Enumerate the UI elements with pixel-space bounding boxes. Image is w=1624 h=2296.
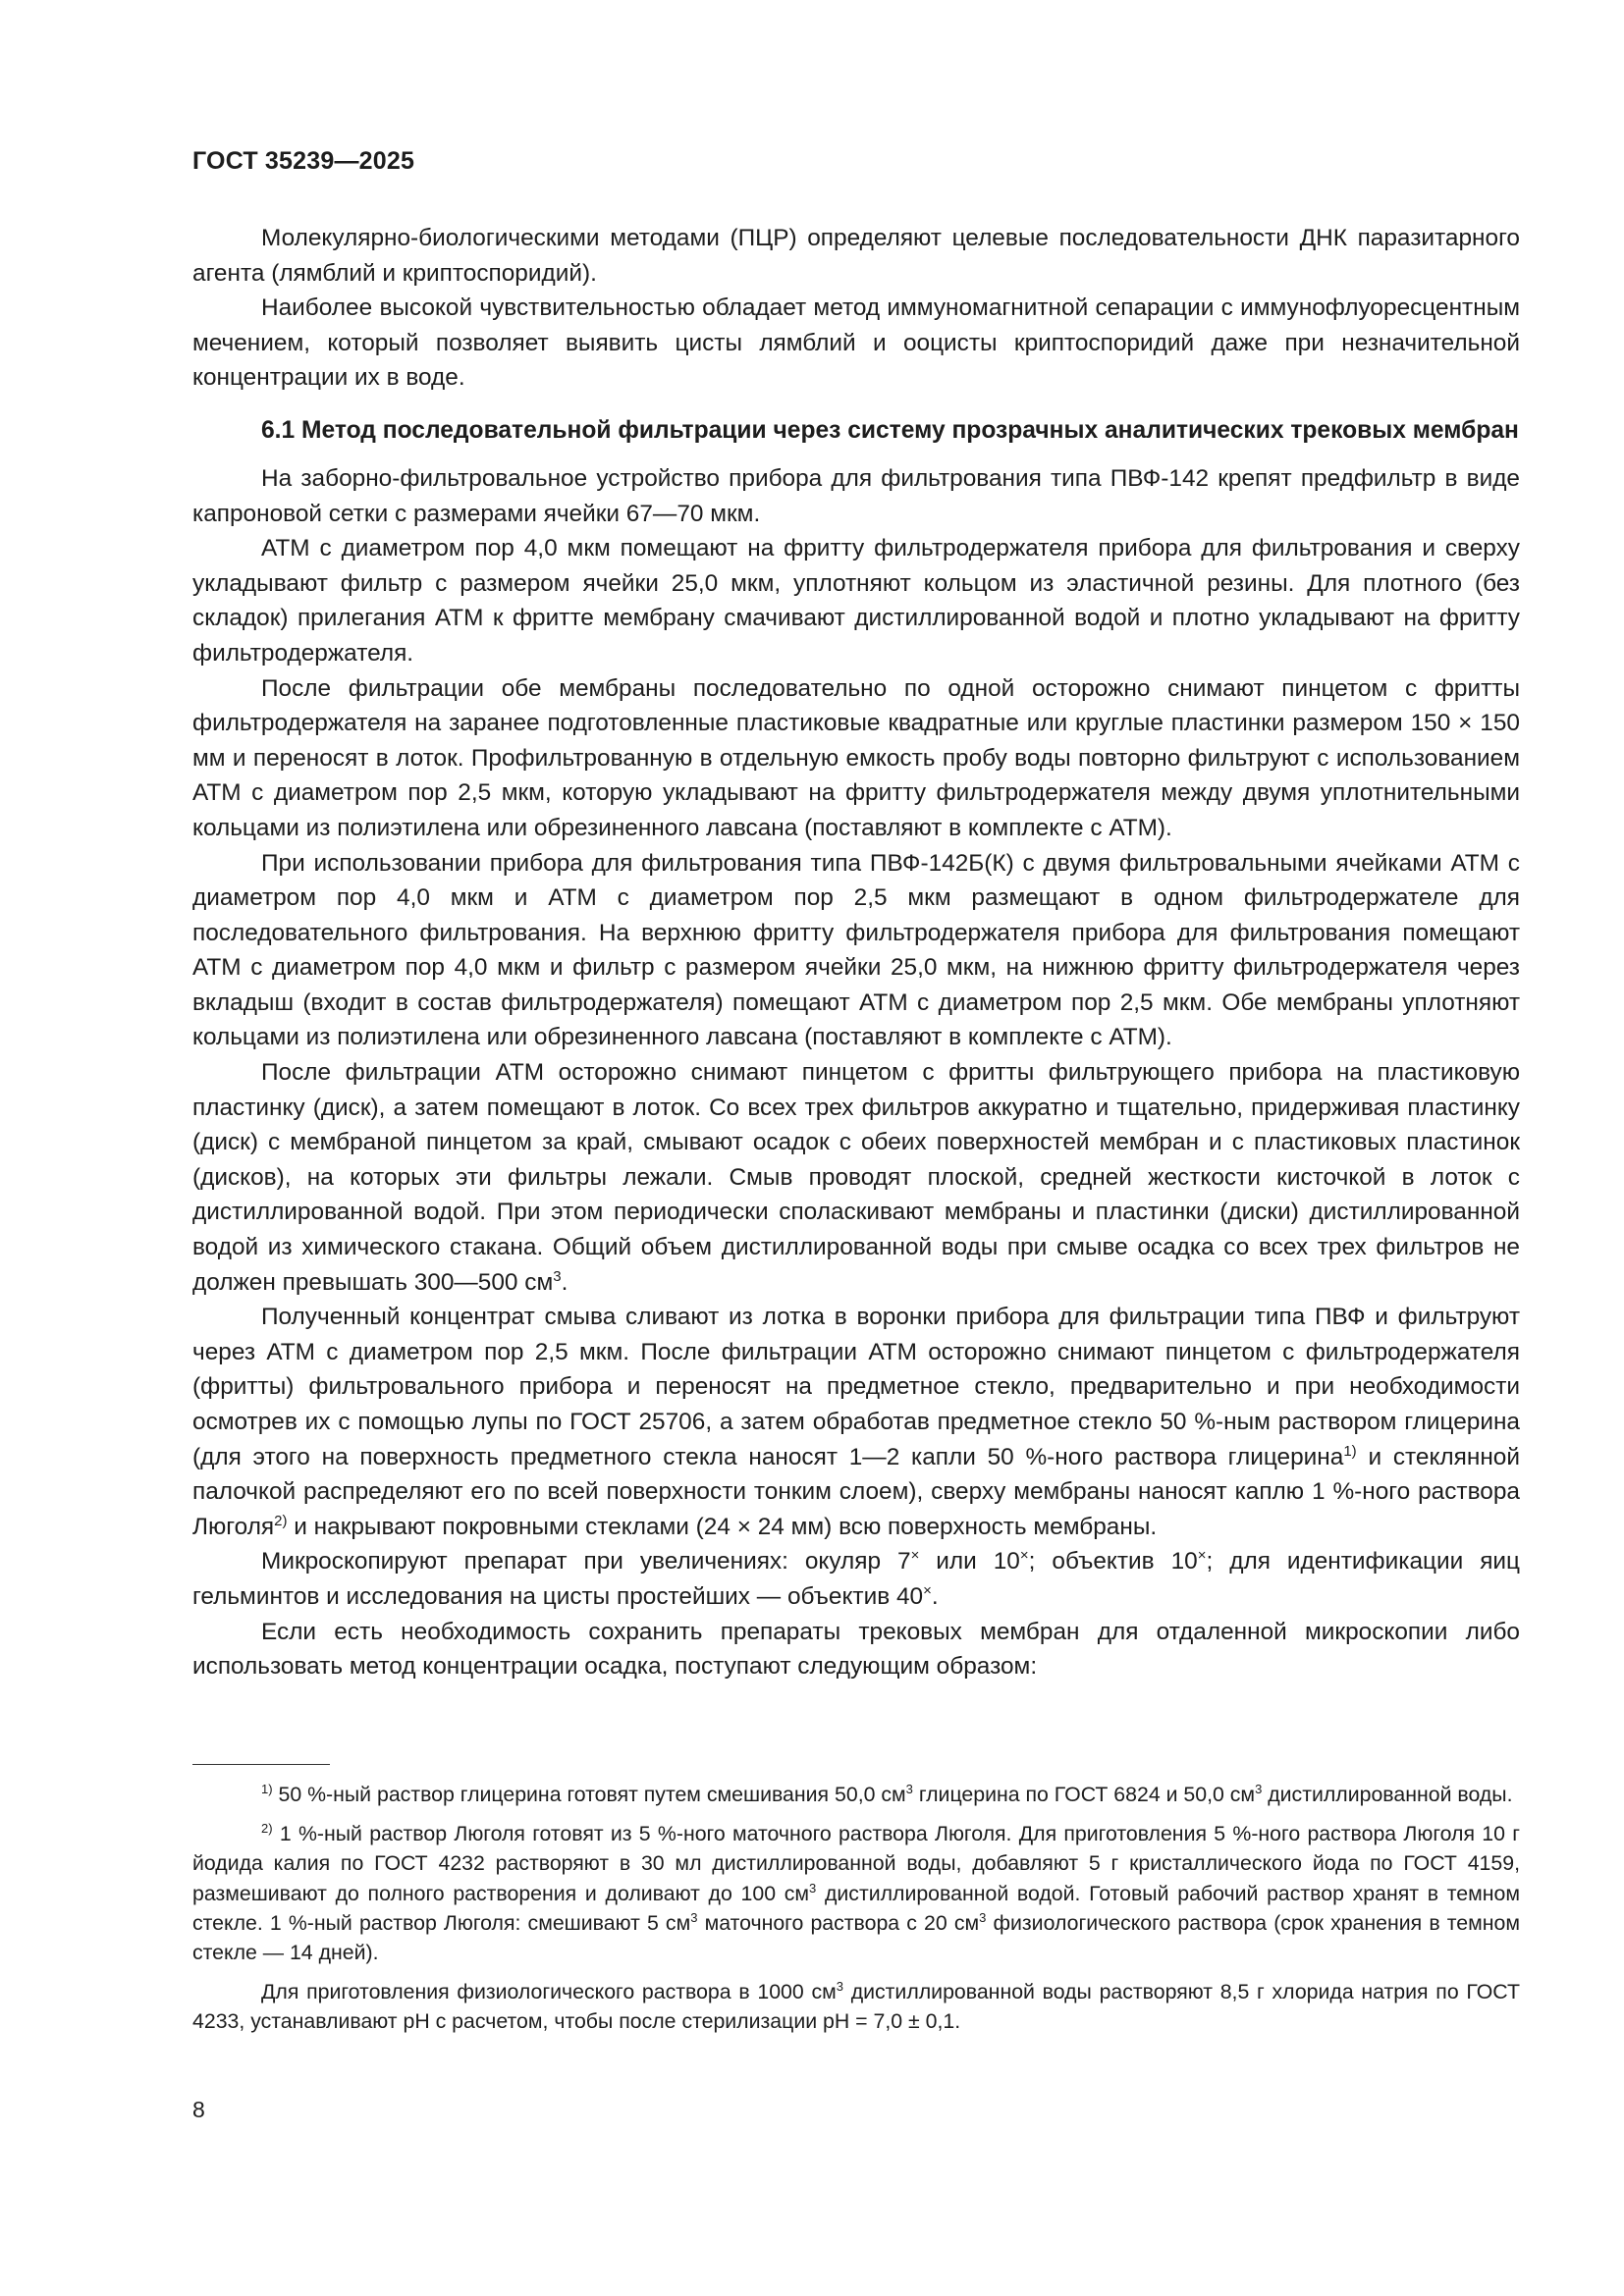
- text-run: и стеклянной палочкой распределяют его по всей поверхности тонким слоем), сверху мембраны наносят каплю 1 %-ного раствора Люголя: [192, 1443, 1520, 1540]
- superscript: 3: [905, 1782, 913, 1796]
- text-run: физиологического раствора (срок хранения в темном стекле — 14 дней).: [192, 1910, 1520, 1965]
- text-run: и накрывают покровными стеклами (24 × 24 мм) всю поверхность мембраны.: [287, 1513, 1158, 1540]
- footnote: [192, 1780, 1520, 1809]
- footnote: [192, 1977, 1520, 2036]
- footnotes: [192, 1780, 1520, 2047]
- paragraph: [192, 1055, 1520, 1300]
- text-run: Для приготовления физиологического раствора в 1000 см: [261, 1980, 837, 2004]
- superscript: 3: [809, 1880, 817, 1896]
- text-run: ; объектив 10: [1028, 1548, 1198, 1575]
- footnote-mark: 1): [261, 1782, 273, 1796]
- footnote-mark: 2): [261, 1821, 273, 1837]
- paragraph: После фильтрации обе мембраны последовательно по одной осторожно снимают пинцетом с фритты фильтродержателя на заранее подготовленные пластиковые квадратные или круглые пластинки размером 150 × 150 мм и переносят в лоток. Профильтрованную в отдельную емкость пробу воды повторно фильтруют с использованием АТМ с диаметром пор 2,5 мкм, которую укладывают на фритту фильтродержателя между двумя уплотнительными кольцами из полиэтилена или обрезиненного лавсана (поставляют в комплекте с АТМ).: [192, 674, 1520, 841]
- superscript: ×: [1197, 1547, 1207, 1565]
- superscript: 3: [690, 1909, 698, 1925]
- text-run: Микроскопируют препарат при увеличениях: окуляр 7: [261, 1548, 911, 1575]
- text-run: После фильтрации АТМ осторожно снимают пинцетом с фритты фильтрующего прибора на пластиковую пластинку (диск), а затем помещают в лоток. Со всех трех фильтров аккуратно и тщательно, придерживая пластинку (диск) с мембраной пинцетом за край, смывают осадок с обеих поверхностей мембран и с пластиковых пластинок (дисков), на которых эти фильтры лежали. Смыв проводят плоской, средней жесткости кисточкой в лоток с дистиллированной водой. При этом периодически споласкивают мембраны и пластинки (диски) дистиллированной водой из химического стакана. Общий объем дистиллированной воды при смыве осадка со всех трех фильтров не должен превышать 300—500 см: [192, 1059, 1520, 1296]
- paragraph: Если есть необходимость сохранить препараты трековых мембран для отдаленной микроскопии либо использовать метод концентрации осадка, поступают следующим образом:: [192, 1618, 1520, 1681]
- page-number: 8: [192, 2097, 205, 2122]
- superscript: ×: [910, 1547, 920, 1565]
- paragraph: Молекулярно-биологическими методами (ПЦР) определяют целевые последовательности ДНК паразитарного агента (лямблий и криптоспоридий).: [192, 225, 1520, 287]
- footnote-ref: 2): [274, 1512, 288, 1529]
- text-run: дистиллированной водой. Готовый рабочий раствор хранят в темном стекле. 1 %-ный раствор Люголя: смешивают 5 см: [192, 1881, 1520, 1935]
- superscript: 3: [979, 1909, 987, 1925]
- paragraph: Наиболее высокой чувствительностью обладает метод иммуномагнитной сепарации с иммунофлуоресцентным мечением, который позволяет выявить цисты лямблий и ооцисты криптоспоридий даже при незначительной концентрации их в воде.: [192, 294, 1520, 392]
- text-run: дистиллированной воды.: [1262, 1783, 1513, 1806]
- main-text: [192, 221, 1520, 1684]
- footnote: [192, 1819, 1520, 1967]
- text-run: маточного раствора с 20 см: [697, 1910, 980, 1935]
- superscript: 3: [836, 1979, 843, 1995]
- text-run: .: [561, 1268, 568, 1296]
- superscript: ×: [1019, 1547, 1029, 1565]
- paragraph: На заборно-фильтровальное устройство прибора для фильтрования типа ПВФ-142 крепят предфильтр в виде капроновой сетки с размерами ячейки 67—70 мкм.: [192, 464, 1520, 527]
- paragraph: [192, 1300, 1520, 1544]
- paragraph: При использовании прибора для фильтрования типа ПВФ-142Б(К) с двумя фильтровальными ячейками АТМ с диаметром пор 4,0 мкм и АТМ с диаметром пор 2,5 мкм размещают в одном фильтродержателе для последовательного фильтрования. На верхнюю фритту фильтродержателя прибора для фильтрования помещают АТМ с диаметром пор 4,0 мкм и фильтр с размером ячейки 25,0 мкм, на нижнюю фритту фильтродержателя через вкладыш (входит в состав фильтродержателя) помещают АТМ с диаметром пор 2,5 мкм. Обе мембраны уплотняют кольцами из полиэтилена или обрезиненного лавсана (поставляют в комплекте с АТМ).: [192, 849, 1520, 1051]
- footnote-ref: 1): [1343, 1442, 1357, 1460]
- section-heading: 6.1 Метод последовательной фильтрации через систему прозрачных аналитических трековых мембран: [261, 416, 1519, 444]
- paragraph: АТМ с диаметром пор 4,0 мкм помещают на фритту фильтродержателя прибора для фильтрования и сверху укладывают фильтр с размером ячейки 25,0 мкм, уплотняют кольцом из эластичной резины. Для плотного (без складок) прилегания АТМ к фритте мембрану смачивают дистиллированной водой и плотно укладывают на фритту фильтродержателя.: [192, 535, 1520, 667]
- text-run: 50 %-ный раствор глицерина готовят путем смешивания 50,0 см: [272, 1783, 906, 1806]
- text-run: глицерина по ГОСТ 6824 и 50,0 см: [912, 1783, 1256, 1806]
- text-run: дистиллированной воды растворяют 8,5 г хлорида натрия по ГОСТ 4233, устанавливают pH с расчетом, чтобы после стерилизации pH = 7,0 ± 0,1.: [192, 1980, 1520, 2034]
- text-run: 1 %-ный раствор Люголя готовят из 5 %-ного маточного раствора Люголя. Для приготовления 5 %-ного раствора Люголя 10 г йодида калия по ГОСТ 4232 растворяют в 30 мл дистиллированной воды, добавляют 5 г кристаллического йода по ГОСТ 4159, размешивают до полного растворения и доливают до 100 см: [192, 1822, 1520, 1905]
- text-run: или 10: [919, 1548, 1020, 1575]
- text-run: .: [931, 1582, 939, 1610]
- footnote-divider: [192, 1764, 330, 1765]
- superscript: 3: [1255, 1782, 1263, 1796]
- superscript: 3: [553, 1267, 562, 1285]
- standard-header: ГОСТ 35239—2025: [192, 147, 415, 175]
- paragraph: [192, 1544, 1520, 1614]
- text-run: Полученный концентрат смыва сливают из лотка в воронки прибора для фильтрации типа ПВФ и фильтруют через АТМ с диаметром пор 2,5 мкм. После фильтрации АТМ осторожно снимают пинцетом с фильтродержателя (фритты) фильтровального прибора и переносят на предметное стекло, предварительно и при необходимости осмотрев их с помощью лупы по ГОСТ 25706, а затем обработав предметное стекло 50 %-ным раствором глицерина (для этого на поверхность предметного стекла наносят 1—2 капли 50 %-ного раствора глицерина: [192, 1304, 1520, 1470]
- text-run: ; для идентификации яиц гельминтов и исследования на цисты простейших — объектив 40: [192, 1548, 1520, 1610]
- superscript: ×: [923, 1581, 932, 1599]
